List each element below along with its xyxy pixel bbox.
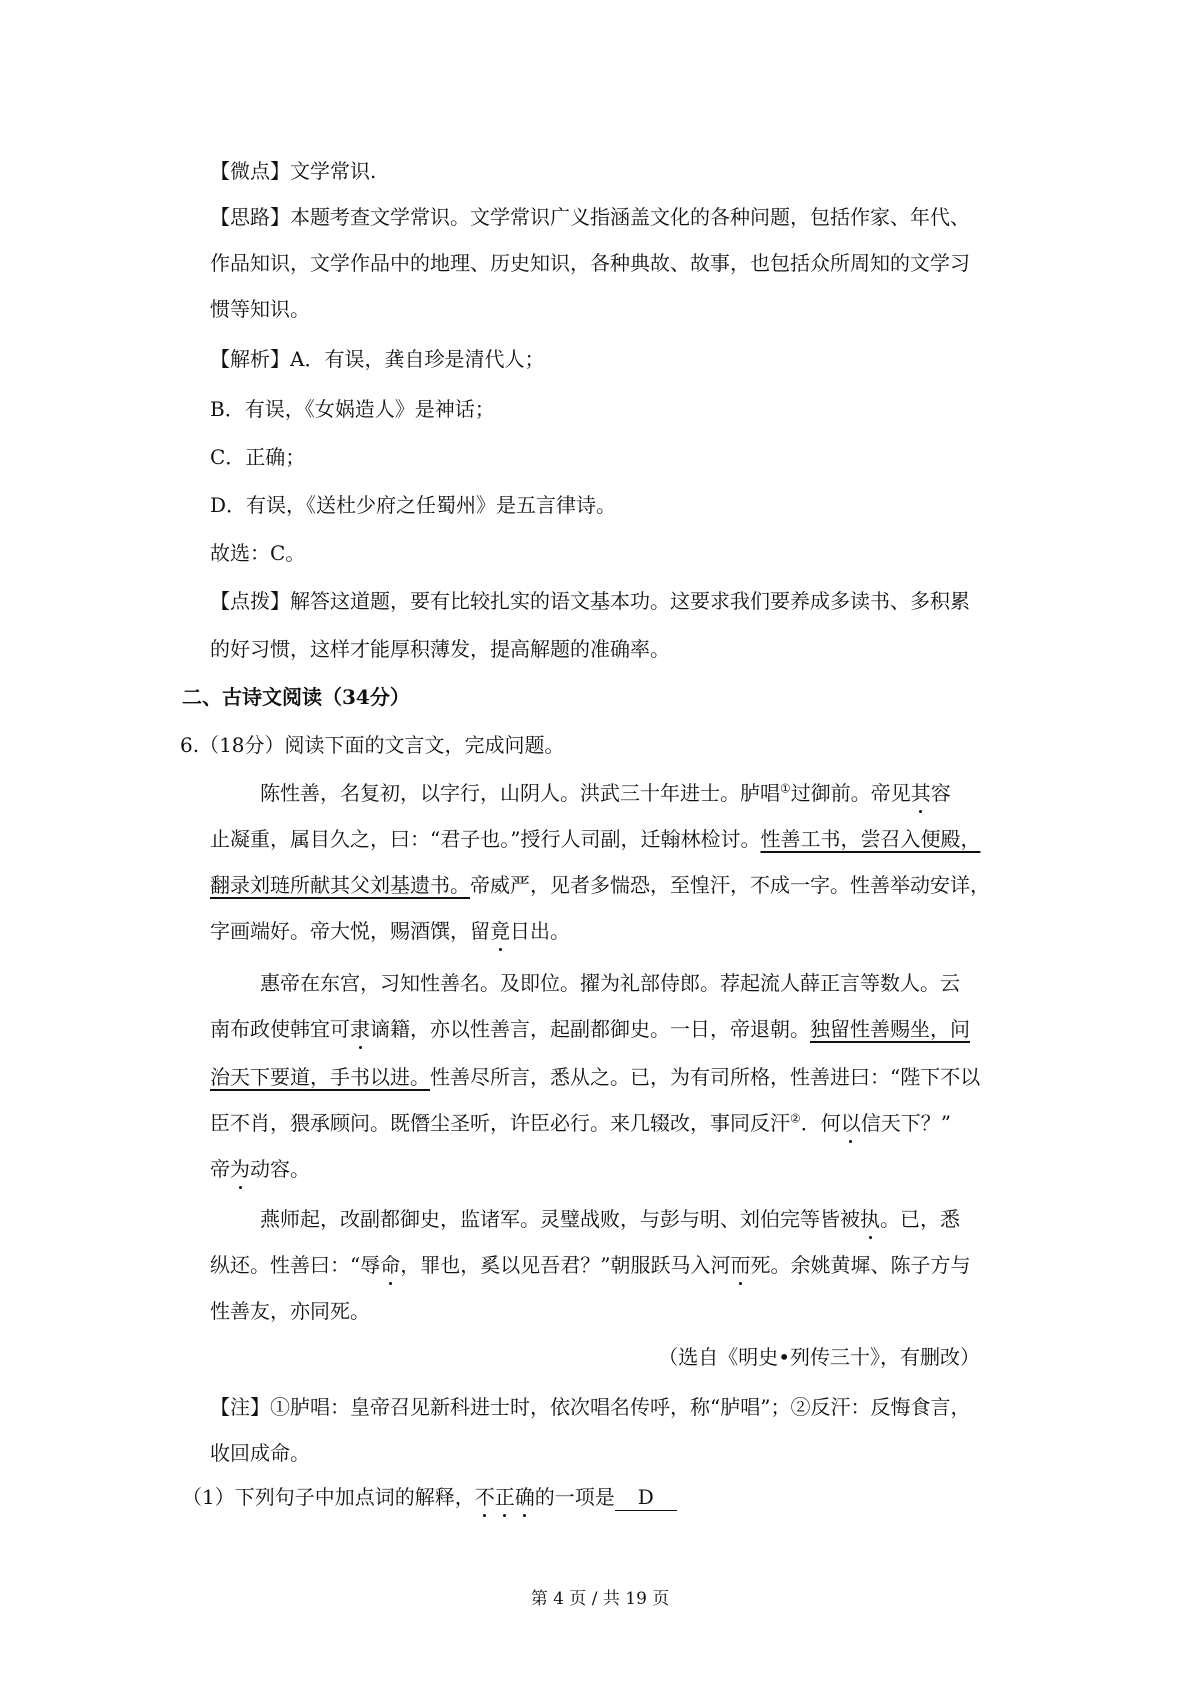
underlined-sentence: 性善工书，尝召入便殿， xyxy=(760,827,981,851)
passage-p1-line-2: 止凝重，属目久之，曰：“君子也。”授行人司副，迁翰林检讨。性善工书，尝召入便殿， xyxy=(210,827,981,851)
passage-p2-line-5: 帝为动容。 xyxy=(210,1157,310,1181)
jiexi-line-d: D．有误，《送杜少府之任蜀州》是五言律诗。 xyxy=(210,493,617,517)
dianbo-line-1: 【点拨】解答这道题，要有比较扎实的语文基本功。这要求我们要养成多读书、多积累 xyxy=(210,589,970,613)
passage-p3-line-3: 性善友，亦同死。 xyxy=(210,1299,370,1323)
underlined-sentence: 治天下要道，手书以进。 xyxy=(210,1065,430,1089)
dotted-word: 确 xyxy=(514,1485,535,1509)
dotted-word: 命 xyxy=(380,1253,401,1277)
passage-p1-line-1: 陈性善，名复初，以字行，山阴人。洪武三十年进士。胪唱①过御前。帝见其容 xyxy=(260,781,951,805)
dotted-word: 正 xyxy=(494,1485,515,1509)
dotted-word: 竟 xyxy=(490,919,510,943)
passage-p3-line-1: 燕师起，改副都御史，监诸军。灵璧战败，与彭与明、刘伯完等皆被执。已，悉 xyxy=(260,1207,960,1231)
passage-p2-line-3: 治天下要道，手书以进。性善尽所言，悉从之。已，为有司所格，性善进曰：“陛下不以 xyxy=(210,1065,981,1089)
sub-question-1: （1）下列句子中加点词的解释，不正确的一项是 D xyxy=(182,1484,677,1511)
question-6-title: 6.（18分）阅读下面的文言文，完成问题。 xyxy=(180,733,565,757)
passage-p1-line-4: 字画端好。帝大悦，赐酒馔，留竟日出。 xyxy=(210,919,570,943)
note-marker-1: ① xyxy=(780,781,791,796)
jiexi-line-c: C．正确； xyxy=(210,445,306,469)
dotted-word: 不 xyxy=(474,1485,495,1509)
annotation-line-1: 【注】①胪唱：皇帝召见新科进士时，依次唱名传呼，称“胪唱”；②反汗：反悔食言， xyxy=(210,1395,971,1419)
section-heading: 二、古诗文阅读（34分） xyxy=(182,685,410,709)
passage-source: （选自《明史•列传三十》，有删改） xyxy=(658,1345,980,1369)
note-marker-2: ② xyxy=(790,1111,801,1126)
dotted-word: 为 xyxy=(230,1157,250,1181)
dotted-word: 以 xyxy=(840,1111,861,1135)
silu-line-2: 作品知识，文学作品中的地理、历史知识，各种典故、故事，也包括众所周知的文学习 xyxy=(210,251,970,275)
page-footer: 第 4 页 / 共 19 页 xyxy=(530,1589,670,1609)
passage-p3-line-2: 纵还。性善曰：“辱命，罪也，奚以见吾君？”朝服跃马入河而死。余姚黄墀、陈子方与 xyxy=(210,1253,971,1277)
annotation-line-2: 收回成命。 xyxy=(210,1441,310,1465)
passage-p2-line-1: 惠帝在东宫，习知性善名。及即位。擢为礼部侍郎。荐起流人薛正言等数人。云 xyxy=(260,971,960,995)
jiexi-line-b: B．有误，《女娲造人》是神话； xyxy=(210,397,495,421)
answer-blank: D xyxy=(615,1484,677,1511)
dotted-word: 执 xyxy=(860,1207,880,1231)
passage-p2-line-2: 南布政使韩宜可隶谪籍，亦以性善言，起副都御史。一日，帝退朝。独留性善赐坐，问 xyxy=(210,1017,970,1041)
dianbo-line-2: 的好习惯，这样才能厚积薄发，提高解题的准确率。 xyxy=(210,637,670,661)
silu-line-3: 惯等知识。 xyxy=(210,297,310,321)
dotted-word: 其 xyxy=(910,781,931,805)
passage-p2-line-4: 臣不肖，猥承顾问。既僭尘圣听，许臣必行。来几辍改，事同反汗②．何以信天下？” xyxy=(210,1111,951,1135)
passage-p1-line-3: 翻录刘琏所献其父刘基遗书。帝威严，见者多惴恐，至惶汗，不成一字。性善举动安详， xyxy=(210,873,990,897)
underlined-sentence: 翻录刘琏所献其父刘基遗书。 xyxy=(210,873,470,897)
jiexi-line-a: 【解析】A．有误，龚自珍是清代人； xyxy=(210,347,545,371)
dotted-word: 而 xyxy=(730,1253,751,1277)
dotted-word: 隶 xyxy=(350,1017,370,1041)
underlined-sentence: 独留性善赐坐，问 xyxy=(810,1017,970,1041)
silu-line-1: 【思路】本题考查文学常识。文学常识广义指涵盖文化的各种问题，包括作家、年代、 xyxy=(210,205,970,229)
answer-line: 故选：C。 xyxy=(210,541,306,565)
weidian-line: 【微点】文学常识. xyxy=(210,159,377,183)
